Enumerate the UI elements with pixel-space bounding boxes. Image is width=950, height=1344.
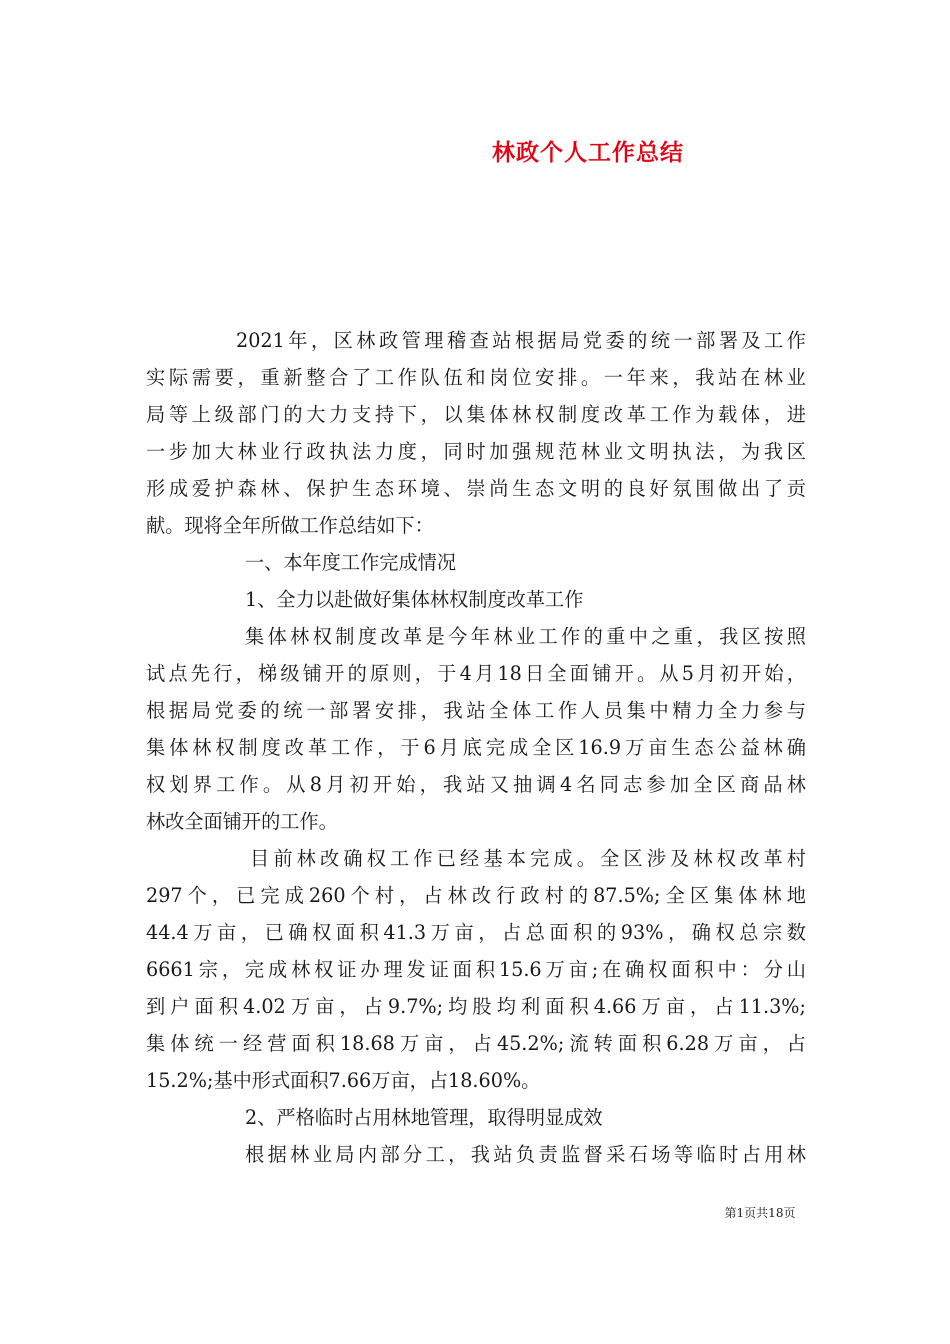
page-number: 第1页共18页 bbox=[724, 1206, 796, 1220]
body-line: 形成爱护森林、保护生态环境、崇尚生态文明的良好氛围做出了贡 bbox=[146, 477, 806, 500]
body-line: 44.4万亩，已确权面积41.3万亩，占总面积的93%，确权总宗数 bbox=[146, 921, 806, 944]
body-line: 权划界工作。从8月初开始，我站又抽调4名同志参加全区商品林 bbox=[146, 773, 806, 796]
body-line: 到户面积4.02万亩，占9.7%;均股均利面积4.66万亩，占11.3%; bbox=[146, 995, 806, 1018]
body-line: 集体林权制度改革是今年林业工作的重中之重，我区按照 bbox=[245, 625, 806, 648]
body-line: 实际需要，重新整合了工作队伍和岗位安排。一年来，我站在林业 bbox=[146, 366, 806, 389]
body-line: 2、严格临时占用林地管理，取得明显成效 bbox=[245, 1106, 603, 1129]
body-line: 6661宗，完成林权证办理发证面积15.6万亩;在确权面积中：分山 bbox=[146, 958, 806, 981]
body-line: 一、本年度工作完成情况 bbox=[245, 551, 457, 574]
body-line: 集体林权制度改革工作，于6月底完成全区16.9万亩生态公益林确 bbox=[146, 736, 806, 759]
body-line: 试点先行，梯级铺开的原则，于4月18日全面铺开。从5月初开始， bbox=[146, 662, 806, 685]
body-line: 2021年，区林政管理稽查站根据局党委的统一部署及工作 bbox=[236, 329, 806, 352]
body-line: 献。现将全年所做工作总结如下： bbox=[146, 514, 434, 537]
body-line: 根据林业局内部分工，我站负责监督采石场等临时占用林 bbox=[245, 1143, 806, 1166]
body-line: 15.2%;基中形式面积7.66万亩，占18.60%。 bbox=[146, 1069, 541, 1092]
body-line: 一步加大林业行政执法力度，同时加强规范林业文明执法，为我区 bbox=[146, 440, 806, 463]
document-body bbox=[146, 322, 806, 1173]
document-title: 林政个人工作总结 bbox=[492, 139, 684, 166]
body-line: 林改全面铺开的工作。 bbox=[146, 810, 338, 833]
body-line: 1、全力以赴做好集体林权制度改革工作 bbox=[245, 588, 584, 611]
body-line: 297个，已完成260个村，占林改行政村的87.5%;全区集体林地 bbox=[146, 884, 806, 907]
body-line: 集体统一经营面积18.68万亩，占45.2%;流转面积6.28万亩，占 bbox=[146, 1032, 806, 1055]
body-line: 局等上级部门的大力支持下，以集体林权制度改革工作为载体，进 bbox=[146, 403, 806, 426]
body-line: 根据局党委的统一部署安排，我站全体工作人员集中精力全力参与 bbox=[146, 699, 806, 722]
body-line: 目前林改确权工作已经基本完成。全区涉及林权改革村 bbox=[250, 847, 806, 870]
